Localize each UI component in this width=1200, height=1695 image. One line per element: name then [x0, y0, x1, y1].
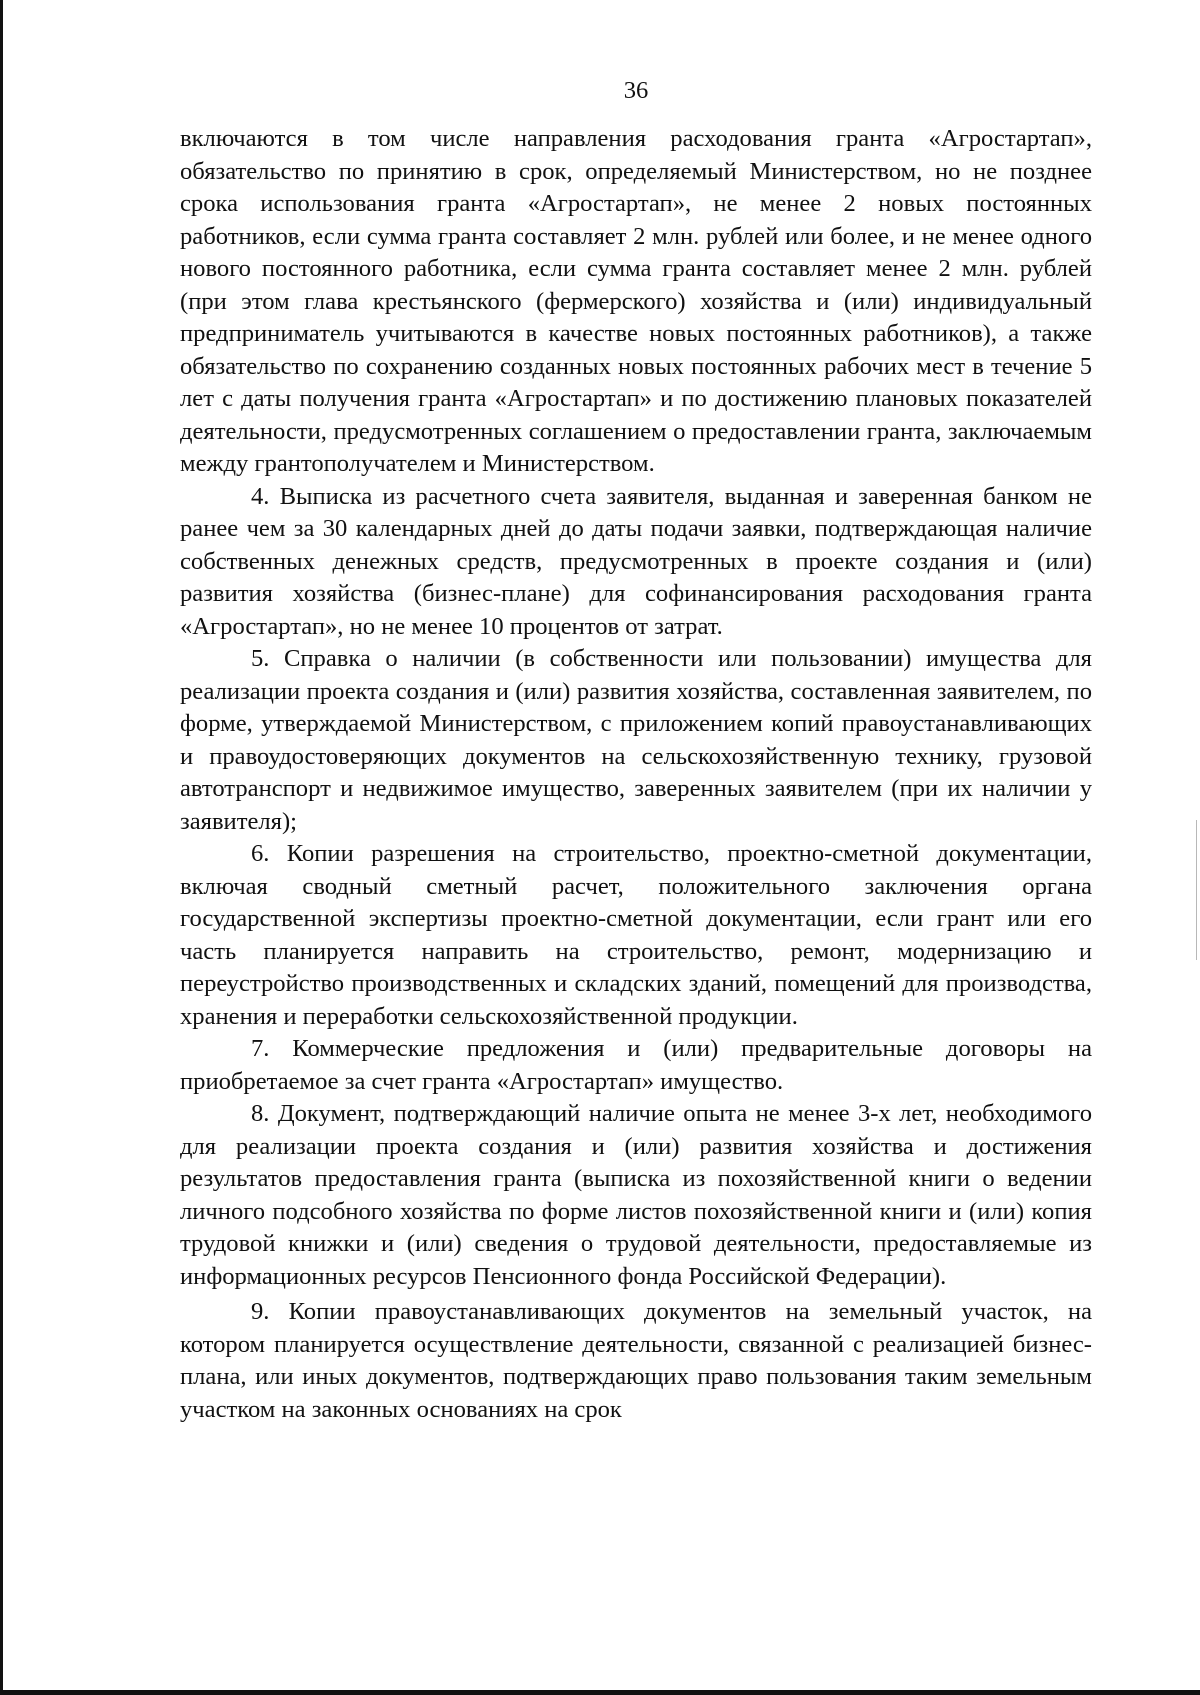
- page-number: 36: [623, 77, 649, 104]
- paragraph-item-8: 8. Документ, подтверждающий наличие опыта не менее 3-х лет, необходимого для реализации проекта создания и (или) развития хозяйства и достижения результатов предоставления гранта (выписка из похозяйственной книги о ведении личного подсобного хозяйства по форме листов похозяйственной книги и (или) копия трудовой книжки и (или) сведения о трудовой деятельности, предоставляемые из информационных ресурсов Пенсионного фонда Российской Федерации).: [180, 1100, 1092, 1290]
- paragraph-item-4: 4. Выписка из расчетного счета заявителя, выданная и заверенная банком не ранее чем за 30 календарных дней до даты подачи заявки, подтверждающая наличие собственных денежных средств, предусмотренных в проекте создания и (или) развития хозяйства (бизнес-плане) для софинансирования расходования гранта «Агростартап», но не менее 10 процентов от затрат.: [180, 482, 1092, 640]
- scan-left-edge: [0, 0, 3, 1695]
- scan-right-mark: [1196, 820, 1197, 960]
- scan-bottom-edge: [0, 1690, 1200, 1695]
- document-page: [180, 74, 1092, 1426]
- paragraph-item-9: 9. Копии правоустанавливающих документов на земельный участок, на котором планируется осуществление деятельности, связанной с реализацией бизнес-плана, или иных документов, подтверждающих право пользования таким земельным участком на законных основаниях на срок: [180, 1298, 1092, 1423]
- paragraph-item-6: 6. Копии разрешения на строительство, проектно-сметной документации, включая сводный сметный расчет, положительного заключения органа государственной экспертизы проектно-сметной документации, если грант или его часть планируется направить на строительство, ремонт, модернизацию и переустройство производственных и складских зданий, помещений для производства, хранения и переработки сельскохозяйственной продукции.: [180, 840, 1092, 1030]
- paragraph-continuation: включаются в том числе направления расходования гранта «Агростартап», обязательство по принятию в срок, определяемый Министерством, но не позднее срока использования гранта «Агростартап», не менее 2 новых постоянных работников, если сумма гранта составляет 2 млн. рублей или более, и не менее одного нового постоянного работника, если сумма гранта составляет менее 2 млн. рублей (при этом глава крестьянского (фермерского) хозяйства и (или) индивидуальный предприниматель учитываются в качестве новых постоянных работников), а также обязательство по сохранению созданных новых постоянных рабочих мест в течение 5 лет с даты получения гранта «Агростартап» и по достижению плановых показателей деятельности, предусмотренных соглашением о предоставлении гранта, заключаемым между грантополучателем и Министерством.: [180, 125, 1092, 477]
- paragraph-item-7: 7. Коммерческие предложения и (или) предварительные договоры на приобретаемое за счет гранта «Агростартап» имущество.: [180, 1035, 1092, 1095]
- paragraph-item-5: 5. Справка о наличии (в собственности или пользовании) имущества для реализации проекта создания и (или) развития хозяйства, составленная заявителем, по форме, утверждаемой Министерством, с приложением копий правоустанавливающих и правоудостоверяющих документов на сельскохозяйственную технику, грузовой автотранспорт и недвижимое имущество, заверенных заявителем (при их наличии у заявителя);: [180, 645, 1092, 835]
